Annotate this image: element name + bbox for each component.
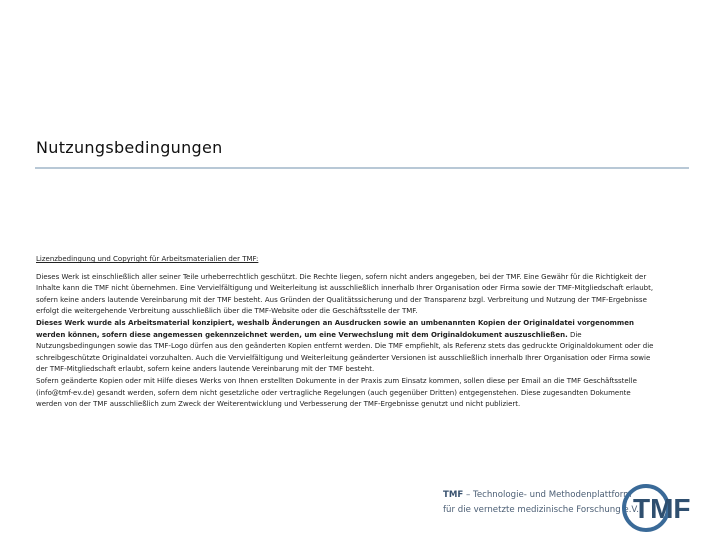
license-paragraph-1: Dieses Werk ist einschließlich aller seiner Teile urheberrechtlich geschützt. Die Rechte liegen, sofern nicht anders angegeben, bei der TMF. Eine Gewähr für die Richtigkeit der Inhalte kann die TMF nicht übernehmen. Eine Vervielfältigung und Weiterleitung ist ausschließlich innerhalb Ihrer Organisation oder Firma sowie der TMF-Mitgliedschaft erlaubt, sofern keine anders lautende Vereinbarung mit der TMF besteht. Aus Gründen der Qualitätssicherung und der Transparenz bzgl. Verbreitung und Nutzung der TMF-Ergebnisse erfolgt die weitergehende Verbreitung ausschließlich über die TMF-Website oder die Geschäftsstelle der TMF. (36, 272, 654, 316)
license-heading: Lizenzbedingung und Copyright für Arbeitsmaterialien der TMF: (36, 255, 259, 263)
title-divider (35, 167, 689, 169)
footer-line-2: für die vernetzte medizinische Forschung e.V. (443, 505, 639, 515)
license-paragraph-2 (36, 318, 658, 376)
footer-line-1 (443, 490, 632, 500)
tmf-logo-text: TMF (633, 493, 691, 524)
footer-brand: TMF (443, 490, 464, 500)
license-paragraph-3: Sofern geänderte Kopien oder mit Hilfe dieses Werks von Ihnen erstellten Dokumente in der Praxis zum Einsatz kommen, sollen diese per Email an die TMF Geschäftsstelle (info@tmf-ev.de) gesandt werden, sofern dem nicht gesetzliche oder vertragliche Regelungen (auch gegenüber Dritten) entgegenstehen. Diese zugesandten Dokumente werden von der TMF ausschließlich zum Zweck der Weiterentwicklung und Verbesserung der TMF-Ergebnisse genutzt und nicht publiziert. (36, 376, 637, 409)
license-paragraph-2-bold: Dieses Werk wurde als Arbeitsmaterial konzipiert, weshalb Änderungen an Ausdrucken sowie an umbenannten Kopien der Originaldatei vorgenommen werden können, sofern diese angemessen gekennzeichnet werden, um eine Verwechslung mit dem Originaldokument auszuschließen. (36, 318, 634, 339)
footer-branding (440, 484, 710, 534)
tmf-logo (622, 484, 704, 532)
slide-title: Nutzungsbedingungen (36, 138, 223, 157)
footer-line-1-text: – Technologie- und Methodenplattform (463, 490, 632, 500)
license-text-block (36, 254, 658, 411)
license-paragraph-2-rest: Die Nutzungsbedingungen sowie das TMF-Logo dürfen aus den geänderten Kopien entfernt werden. Die TMF empfiehlt, als Referenz stets das gedruckte Originaldokument oder die schreibgeschützte Originaldatei vorzuhalten. Auch die Vervielfältigung und Weiterleitung geänderter Versionen ist ausschließlich innerhalb Ihrer Organisation oder Firma sowie der TMF-Mitgliedschaft erlaubt, sofern keine anders lautende Vereinbarung mit der TMF besteht. (36, 330, 654, 374)
